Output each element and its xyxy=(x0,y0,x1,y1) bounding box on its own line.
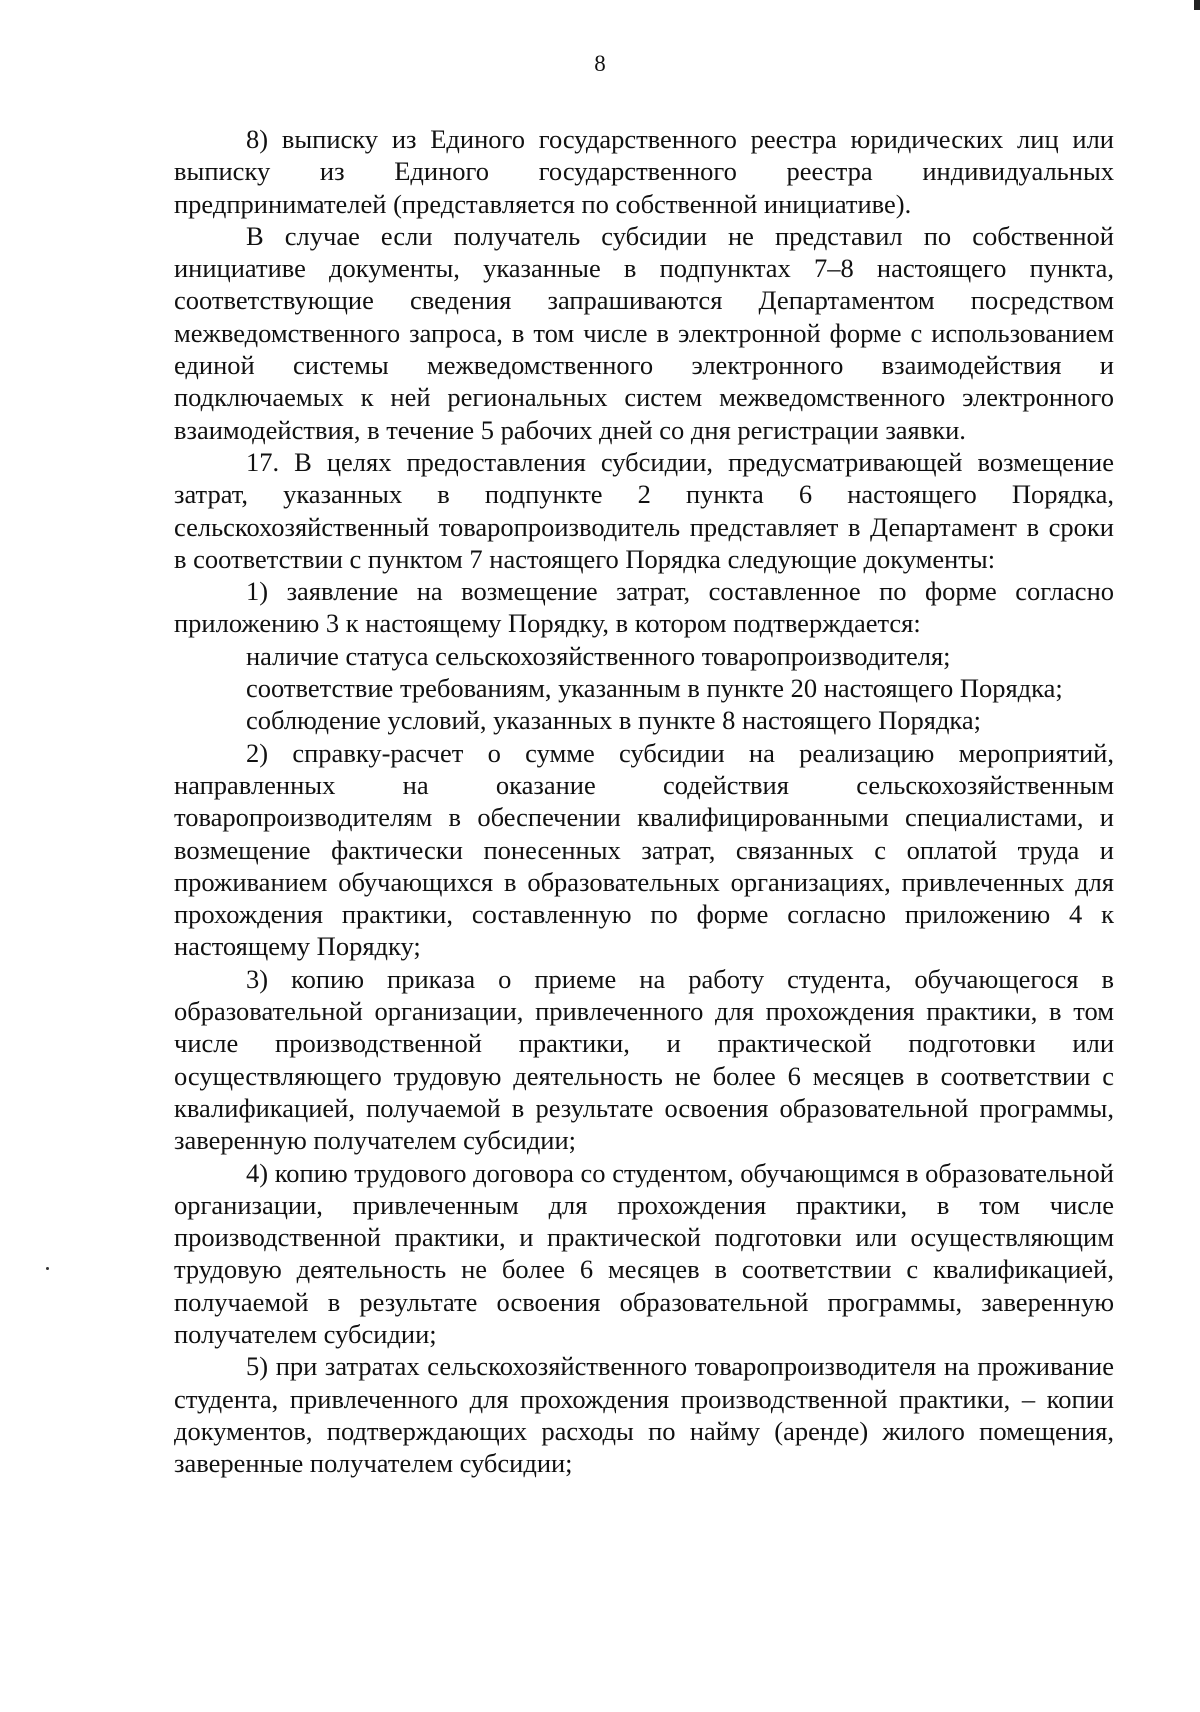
paragraph-item-2-calculation: 2) справку-расчет о сумме субсидии на реализацию мероприятий, направленных на оказание содействия сельскохозяйственным товаропроизводителям в обеспечении квалифицированными специалистами, и возмещение фактически понесенных затрат, связанных с оплатой труда и проживанием обучающихся в образовательных организациях, привлеченных для прохождения практики, составленную по форме согласно приложению 4 к настоящему Порядку; xyxy=(174,737,1114,962)
paragraph-item-4-contract-copy: 4) копию трудового договора со студентом, обучающимся в образовательной организации, привлеченным для прохождения практики, в том числе производственной практики, и практической подготовки или осуществляющим трудовую деятельность не более 6 месяцев в соответствии с квалификацией, получаемой в результате освоения образовательной программы, заверенную получателем субсидии; xyxy=(174,1157,1114,1349)
scan-edge-mark xyxy=(1194,0,1200,10)
paragraph-status-confirmation: наличие статуса сельскохозяйственного товаропроизводителя; xyxy=(246,640,951,671)
paragraph-conditions-compliance: соблюдение условий, указанных в пункте 8 настоящего Порядка; xyxy=(246,705,982,736)
paragraph-item-3-order-copy: 3) копию приказа о приеме на работу студента, обучающегося в образовательной организации, привлеченного для прохождения практики, в том числе производственной практики, и практической подготовки или осуществляющего трудовую деятельность не более 6 месяцев в соответствии с квалификацией, получаемой в результате освоения образовательной программы, заверенную получателем субсидии; xyxy=(174,963,1114,1156)
page-number: 8 xyxy=(594,51,606,76)
paragraph-item-1-application: 1) заявление на возмещение затрат, составленное по форме согласно приложению 3 к настоящему Порядку, в котором подтверждается: xyxy=(174,576,1114,639)
paragraph-item-5-housing-costs: 5) при затратах сельскохозяйственного товаропроизводителя на проживание студента, привлеченного для прохождения производственной практики, – копии документов, подтверждающих расходы по найму (аренде) жилого помещения, заверенные получателем субсидии; xyxy=(174,1351,1114,1479)
document-body xyxy=(174,123,1114,1479)
paragraph-item-8-extract: 8) выписку из Единого государственного реестра юридических лиц или выписку из Единого государственного реестра индивидуальных предпринимателей (представляется по собственной инициативе). xyxy=(174,124,1114,219)
paragraph-17-documents: 17. В целях предоставления субсидии, предусматривающей возмещение затрат, указанных в подпункте 2 пункта 6 настоящего Порядка, сельскохозяйственный товаропроизводитель представляет в Департамент в сроки в соответствии с пунктом 7 настоящего Порядка следующие документы: xyxy=(174,446,1114,574)
paragraph-requirements-compliance: соответствие требованиям, указанным в пункте 20 настоящего Порядка; xyxy=(246,673,1063,704)
paragraph-interagency-request: В случае если получатель субсидии не представил по собственной инициативе документы, указанные в подпунктах 7–8 настоящего пункта, соответствующие сведения запрашиваются Департаментом посредством межведомственного запроса, в том числе в электронной форме с использованием единой системы межведомственного электронного взаимодействия и подключаемых к ней региональных систем межведомственного электронного взаимодействия, в течение 5 рабочих дней со дня регистрации заявки. xyxy=(174,220,1114,445)
scan-speck xyxy=(46,1267,49,1270)
